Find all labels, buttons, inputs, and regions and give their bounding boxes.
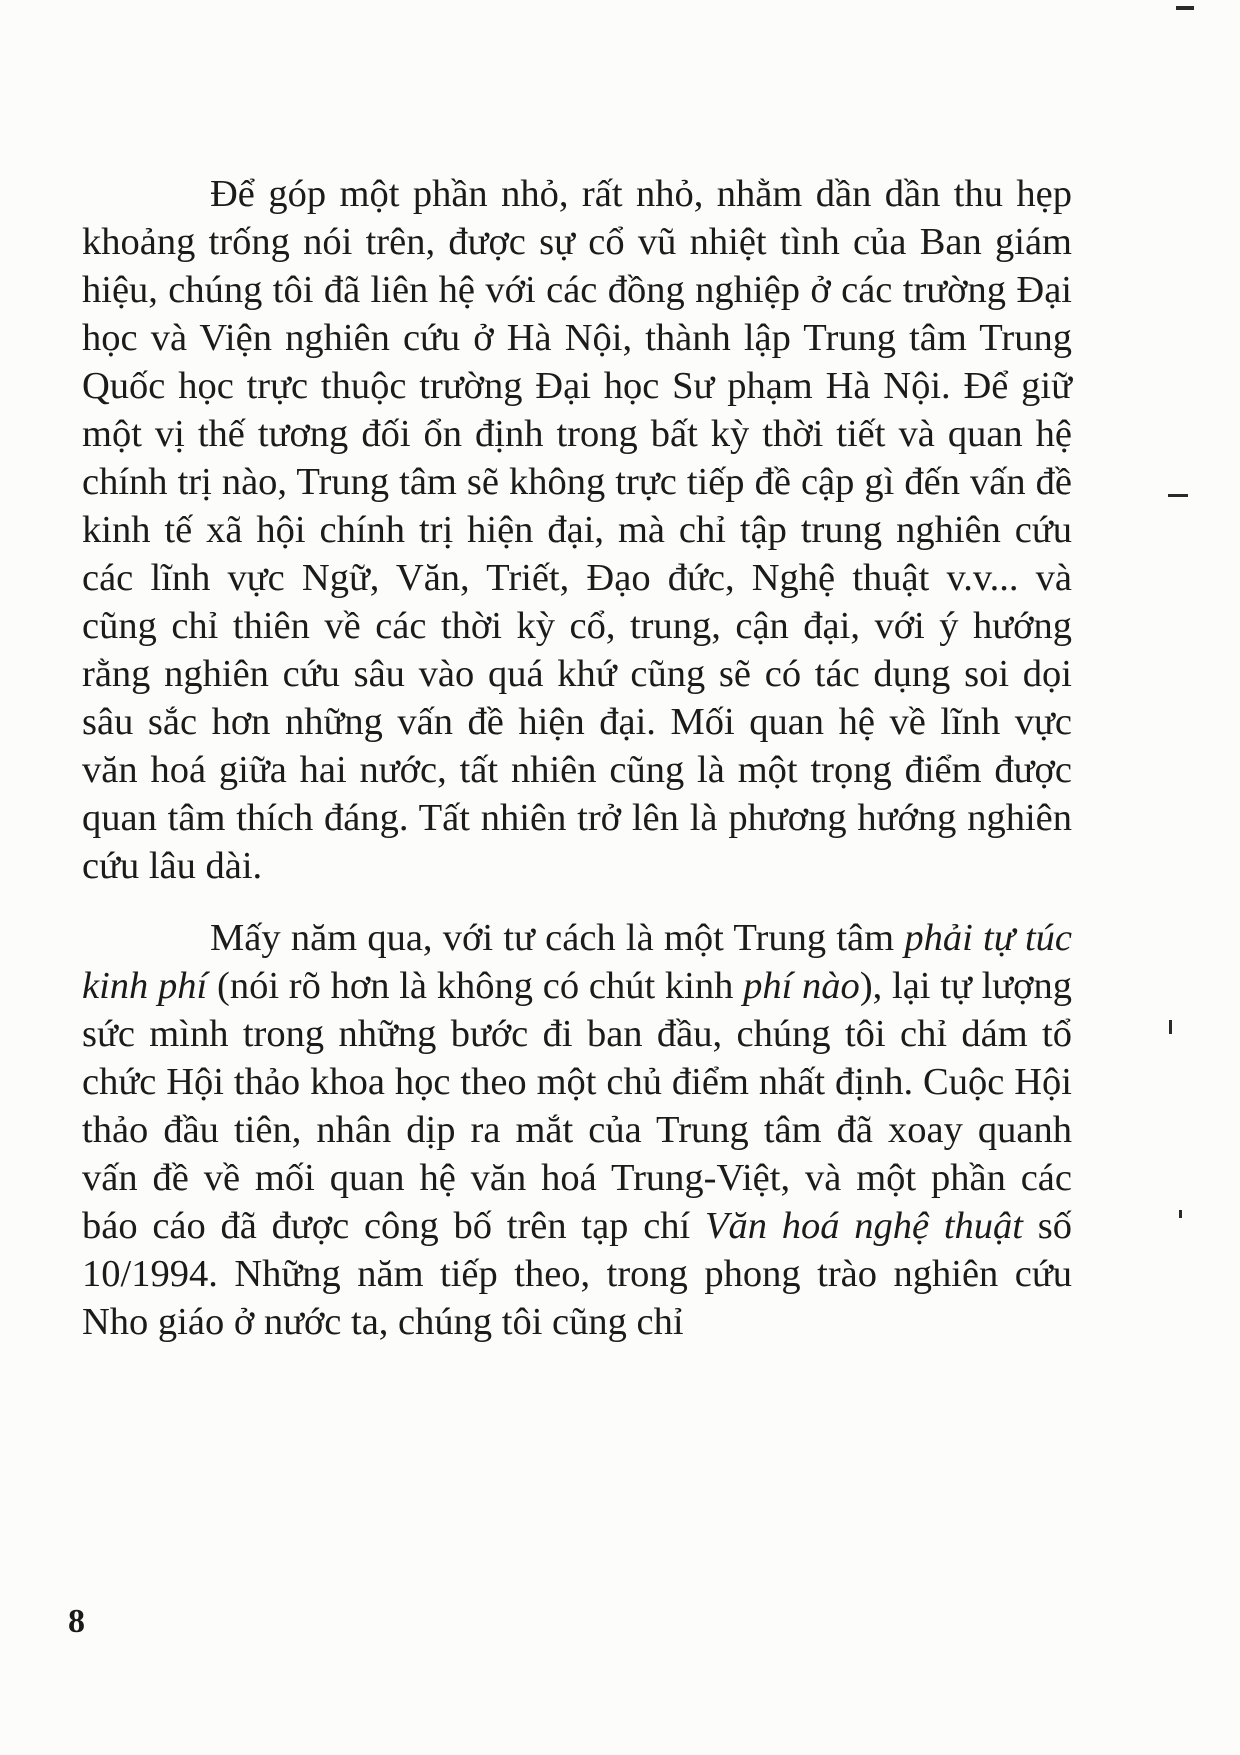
- paragraph-2-text-c: ), lại tự lượng sức mình trong những bước đi ban đầu, chúng tôi chỉ dám tổ chức Hội thảo khoa học theo một chủ điểm nhất định. Cuộc Hội thảo đầu tiên, nhân dịp ra mắt của Trung tâm đã xoay quanh vấn đề về mối quan hệ văn hoá Trung-Việt, và một phần các báo cáo đã được công bố trên tạp chí: [82, 965, 1072, 1247]
- italic-phrase-self-funded: phải tự túc kinh phí: [82, 917, 1072, 1007]
- paragraph-1: [82, 170, 1072, 890]
- paragraph-2-text-b: (nói rõ hơn là không có chút kinh: [207, 965, 744, 1007]
- scan-mark: [1176, 6, 1194, 10]
- italic-phrase-no-funding: phí nào: [743, 965, 860, 1007]
- body-text: [82, 170, 1072, 1346]
- italic-journal-title: Văn hoá nghệ thuật: [704, 1205, 1024, 1247]
- page-number: 8: [68, 1603, 85, 1640]
- paragraph-2: [82, 914, 1072, 1346]
- paragraph-2-text-a: Mấy năm qua, với tư cách là một Trung tâm: [210, 917, 905, 959]
- paragraph-2-text-d: số 10/1994. Những năm tiếp theo, trong phong trào nghiên cứu Nho giáo ở nước ta, chúng tôi cũng chỉ: [82, 1205, 1073, 1343]
- scan-mark: [1169, 1020, 1172, 1034]
- scan-mark: [1168, 494, 1188, 497]
- scan-mark: [1179, 1210, 1182, 1218]
- paragraph-1-text: Để góp một phần nhỏ, rất nhỏ, nhằm dần dần thu hẹp khoảng trống nói trên, được sự cổ vũ nhiệt tình của Ban giám hiệu, chúng tôi đã liên hệ với các đồng nghiệp ở các trường Đại học và Viện nghiên cứu ở Hà Nội, thành lập Trung tâm Trung Quốc học trực thuộc trường Đại học Sư phạm Hà Nội. Để giữ một vị thế tương đối ổn định trong bất kỳ thời tiết và quan hệ chính trị nào, Trung tâm sẽ không trực tiếp đề cập gì đến vấn đề kinh tế xã hội chính trị hiện đại, mà chỉ tập trung nghiên cứu các lĩnh vực Ngữ, Văn, Triết, Đạo đức, Nghệ thuật v.v... và cũng chỉ thiên về các thời kỳ cổ, trung, cận đại, với ý hướng rằng nghiên cứu sâu vào quá khứ cũng sẽ có tác dụng soi dọi sâu sắc hơn những vấn đề hiện đại. Mối quan hệ về lĩnh vực văn hoá giữa hai nước, tất nhiên cũng là một trọng điểm được quan tâm thích đáng. Tất nhiên trở lên là phương hướng nghiên cứu lâu dài.: [82, 173, 1072, 887]
